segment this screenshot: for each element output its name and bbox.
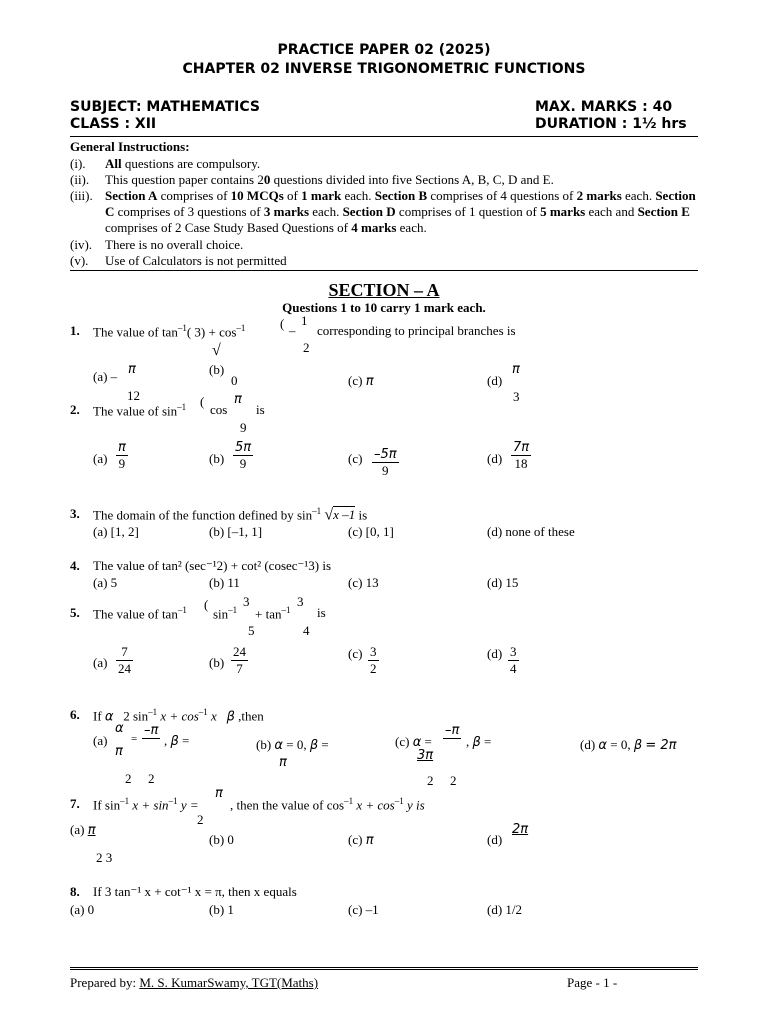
question-text: The value of $\sin^{-1}$ bbox=[93, 402, 187, 419]
fraction-denominator: 2 bbox=[148, 771, 155, 786]
instruction-text: Use of Calculators is not permitted bbox=[105, 253, 287, 268]
option-c[interactable]: (c) π bbox=[348, 832, 374, 848]
question-text: $\sin^{-1}$ bbox=[213, 605, 238, 622]
option-d[interactable]: (d) bbox=[487, 832, 503, 847]
fraction-numerator: 3π bbox=[417, 748, 434, 763]
question-text: + $\tan^{-1}$ bbox=[255, 605, 291, 622]
option-b[interactable]: (b) α = 0, β = bbox=[256, 737, 329, 753]
pi-glyph: π bbox=[115, 744, 123, 759]
option-c[interactable]: (c) bbox=[348, 646, 363, 661]
question-text: If 3 tan⁻¹ x + cot⁻¹ x = π, then x equals bbox=[93, 884, 297, 899]
bracket-glyph: ( bbox=[280, 316, 285, 331]
minus-sign: – bbox=[289, 323, 296, 338]
paper-title: PRACTICE PAPER 02 (2025) bbox=[277, 42, 491, 58]
option-text: , β = bbox=[466, 734, 492, 750]
fraction: $\frac{7}{24}$ bbox=[118, 644, 131, 676]
prepared-by: Prepared by: M. S. KumarSwamy, TGT(Maths) bbox=[70, 975, 319, 990]
question-text: The domain of the function defined by $\sin^{-1} √x$ –1 is bbox=[93, 506, 368, 524]
fraction-numerator: 3 bbox=[243, 594, 250, 609]
question-number: 4. bbox=[70, 558, 80, 573]
question-text: If $\sin^{-1} x + \sin^{-1} y$ = bbox=[93, 796, 199, 813]
fraction-denominator: 12 bbox=[127, 388, 140, 403]
fraction-denominator: 3 bbox=[513, 389, 520, 404]
option-a[interactable]: (a) – bbox=[93, 369, 118, 384]
option-c[interactable]: (c) [0, 1] bbox=[348, 524, 394, 539]
fraction-denominator: 4 bbox=[303, 623, 310, 638]
option-a[interactable]: (a) π bbox=[70, 822, 96, 838]
question-number: 2. bbox=[70, 402, 80, 417]
fraction-denominator: 2 bbox=[125, 771, 132, 786]
option-b[interactable]: (b) bbox=[209, 362, 225, 377]
question-text: , then the value of $\cos^{-1} x + \cos^{-1} y$ is bbox=[230, 796, 425, 813]
option-d[interactable]: (d) bbox=[487, 646, 503, 661]
question-text: The value of $\tan^{-1}$ bbox=[93, 605, 187, 622]
fraction-numerator: 2π bbox=[512, 822, 529, 837]
option-b[interactable]: (b) 0 bbox=[209, 832, 234, 847]
fraction-numerator: 3 bbox=[297, 594, 304, 609]
pi-glyph: π bbox=[279, 755, 287, 770]
option-a[interactable]: (a) bbox=[93, 733, 108, 748]
instruction-text: Section A comprises of 10 MCQs of 1 mark each. Section B comprises of 4 questions of 2 marks each. Section C comprises of 3 questions of 3 marks each. Section D comprises of 1 question of 5 marks each and Section E comprises of 2 Case Study Based Questions of 4 marks each. bbox=[105, 188, 696, 235]
question-number: 5. bbox=[70, 605, 80, 620]
instruction-text: All questions are compulsory. bbox=[105, 156, 261, 171]
question-number: 1. bbox=[70, 323, 80, 338]
fraction-denominator: 9 bbox=[240, 420, 247, 435]
pi-glyph: π bbox=[512, 362, 520, 377]
fraction: $\frac{24}{7}$ bbox=[233, 644, 246, 676]
footer-rule bbox=[70, 967, 698, 972]
fraction: $\frac{-5\pi}{9}$ bbox=[374, 447, 397, 478]
option-b[interactable]: (b) 11 bbox=[209, 575, 240, 590]
option-d[interactable]: (d) 15 bbox=[487, 575, 519, 590]
option-d[interactable]: (d) none of these bbox=[487, 524, 575, 539]
instruction-text: There is no overall choice. bbox=[105, 237, 244, 252]
option-a[interactable]: (a) bbox=[93, 451, 108, 466]
option-text: , β = bbox=[164, 733, 190, 749]
pi-glyph: π bbox=[215, 786, 223, 801]
question-number: 6. bbox=[70, 707, 80, 722]
sqrt-icon: √ bbox=[212, 342, 221, 359]
question-text: If α 2 $\sin^{-1} x + \cos^{-1} x$ β ,then bbox=[93, 707, 264, 725]
option-a[interactable]: (a) bbox=[93, 655, 108, 670]
option-c[interactable]: (c) 13 bbox=[348, 575, 379, 590]
question-text: cos bbox=[210, 402, 228, 417]
option-a[interactable]: (a) 0 bbox=[70, 902, 95, 917]
pi-glyph: π bbox=[128, 362, 136, 377]
question-text: The value of $\tan^{-1}$( $3) + \cos^{-1}$ bbox=[93, 323, 246, 340]
option-d[interactable]: (d) α = 0, β = 2π bbox=[580, 737, 677, 753]
fraction: –π bbox=[144, 723, 159, 739]
fraction-denominator: 2 bbox=[427, 773, 434, 788]
section-subtitle: Questions 1 to 10 carry 1 mark each. bbox=[282, 300, 486, 315]
option-c[interactable]: (c) –1 bbox=[348, 902, 379, 917]
fraction: $\frac{\pi}{9}$ bbox=[118, 440, 126, 471]
instruction-text: This question paper contains 20 questions divided into five Sections A, B, C, D and E. bbox=[105, 172, 554, 187]
fraction-denominator: 2 bbox=[197, 812, 204, 827]
fraction-denominator: 2 bbox=[303, 340, 310, 355]
instruction-label: (ii). bbox=[70, 172, 90, 187]
fraction-denominator: 5 bbox=[248, 623, 255, 638]
class-label: CLASS : XII bbox=[70, 116, 157, 132]
option-d[interactable]: (d) bbox=[487, 451, 503, 466]
question-number: 7. bbox=[70, 796, 80, 811]
option-d[interactable]: (d) bbox=[487, 373, 503, 388]
option-a[interactable]: (a) 5 bbox=[93, 575, 118, 590]
fraction: $\frac{7\pi}{18}$ bbox=[513, 440, 530, 471]
option-c[interactable]: (c) bbox=[348, 451, 363, 466]
instructions-heading: General Instructions: bbox=[70, 139, 190, 154]
fraction: $\frac{3}{2}$ bbox=[370, 644, 377, 676]
section-title: SECTION – A bbox=[328, 280, 440, 300]
chapter-title: CHAPTER 02 INVERSE TRIGONOMETRIC FUNCTIONS bbox=[182, 61, 586, 77]
max-marks-label: MAX. MARKS : 40 bbox=[535, 99, 673, 115]
subject-label: SUBJECT: MATHEMATICS bbox=[70, 99, 260, 115]
fraction-numerator: 1 bbox=[301, 313, 308, 328]
option-c[interactable]: (c) α = bbox=[395, 734, 432, 750]
header-rule bbox=[70, 136, 698, 137]
page-number: Page - 1 - bbox=[567, 975, 618, 990]
question-text: is bbox=[317, 605, 326, 620]
option-d[interactable]: (d) 1/2 bbox=[487, 902, 523, 917]
option-b[interactable]: (b) bbox=[209, 451, 225, 466]
option-b[interactable]: (b) [–1, 1] bbox=[209, 524, 263, 539]
instruction-label: (v). bbox=[70, 253, 89, 268]
option-b[interactable]: (b) bbox=[209, 655, 225, 670]
instruction-label: (iii). bbox=[70, 188, 93, 203]
option-value: 0 bbox=[231, 373, 238, 388]
fraction: $\frac{5\pi}{9}$ bbox=[235, 440, 252, 471]
bracket-glyph: ( bbox=[200, 394, 205, 409]
duration-label: DURATION : 1½ hrs bbox=[535, 116, 687, 132]
option-b[interactable]: (b) 1 bbox=[209, 902, 234, 917]
question-text: The value of tan² (sec⁻¹2) + cot² (cosec⁻¹3) is bbox=[93, 558, 332, 573]
alpha-glyph: α bbox=[115, 721, 124, 736]
equals-sign: = bbox=[131, 733, 138, 745]
instruction-label: (i). bbox=[70, 156, 86, 171]
question-number: 3. bbox=[70, 506, 80, 521]
fraction: –π bbox=[445, 723, 460, 739]
author-name: M. S. KumarSwamy, TGT(Maths) bbox=[139, 975, 319, 990]
option-c[interactable]: (c) π bbox=[348, 373, 374, 389]
question-text: is bbox=[256, 402, 265, 417]
fraction-denominator: 2 3 bbox=[96, 850, 113, 865]
fraction-denominator: 2 bbox=[450, 773, 457, 788]
fraction: $\frac{3}{4}$ bbox=[510, 644, 517, 676]
question-text: corresponding to principal branches is bbox=[317, 323, 516, 338]
instruction-label: (iv). bbox=[70, 237, 93, 252]
bracket-glyph: ( bbox=[204, 597, 209, 612]
question-number: 8. bbox=[70, 884, 80, 899]
pi-glyph: π bbox=[234, 392, 242, 407]
instructions-rule bbox=[70, 270, 698, 271]
option-a[interactable]: (a) [1, 2] bbox=[93, 524, 139, 539]
